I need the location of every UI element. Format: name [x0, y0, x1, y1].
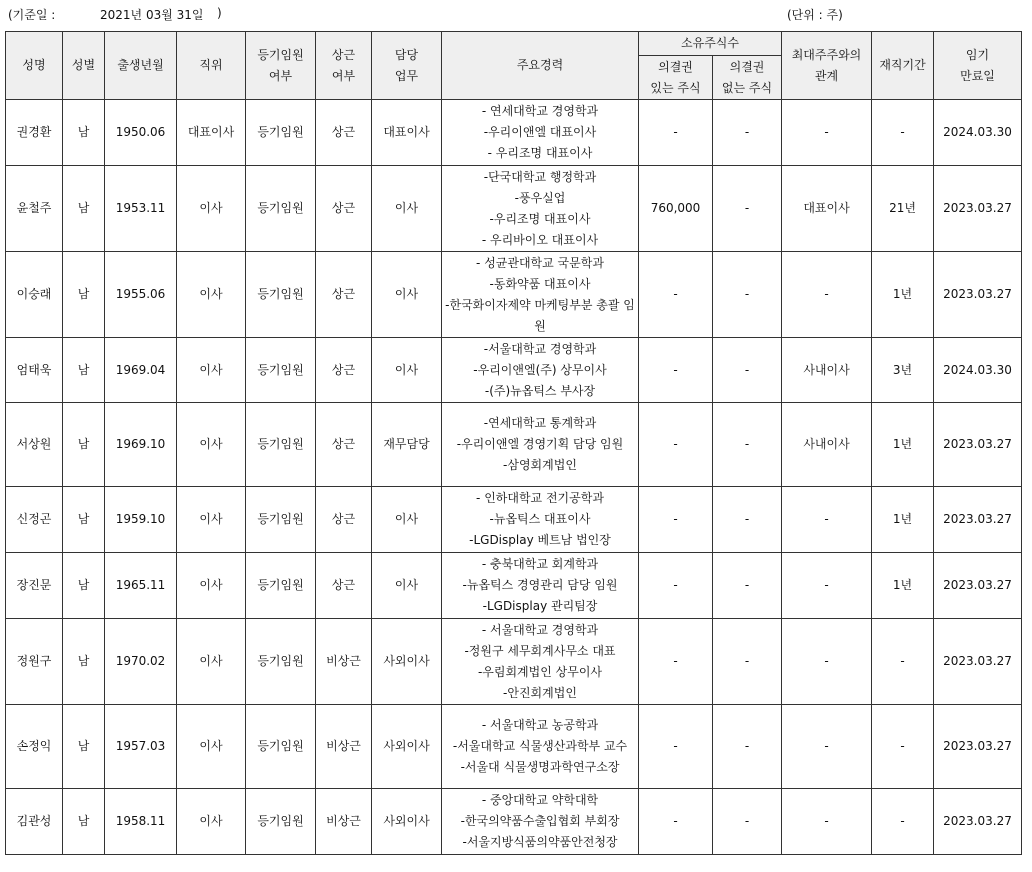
cell-gender: 남 — [63, 166, 105, 252]
cell-fulltime: 상근 — [316, 487, 372, 553]
cell-voting-shares: - — [639, 252, 713, 338]
career-line: -단국대학교 행정학과 — [483, 169, 597, 184]
cell-registered: 등기임원 — [246, 619, 316, 705]
cell-voting-shares: - — [639, 619, 713, 705]
cell-fulltime: 비상근 — [316, 789, 372, 855]
career-line: -한국화이자제약 마케팅부분 총괄 임 — [445, 297, 635, 312]
cell-registered: 등기임원 — [246, 487, 316, 553]
cell-name: 엄태욱 — [6, 338, 63, 403]
cell-registered: 등기임원 — [246, 553, 316, 619]
col-header-name: 성명 — [6, 32, 63, 100]
career-line: - 우리조명 대표이사 — [487, 146, 593, 160]
cell-duty: 대표이사 — [372, 100, 442, 166]
cell-relation: 사내이사 — [782, 403, 872, 487]
cell-duty: 이사 — [372, 166, 442, 252]
cell-voting-shares: - — [639, 487, 713, 553]
cell-relation: 대표이사 — [782, 166, 872, 252]
cell-registered: 등기임원 — [246, 166, 316, 252]
cell-relation: 사내이사 — [782, 338, 872, 403]
table-row — [6, 705, 1022, 789]
cell-position: 대표이사 — [177, 100, 246, 166]
cell-nonvoting-shares: - — [713, 403, 782, 487]
career-line: -우리이앤엘 경영기획 담당 임원 — [456, 437, 624, 451]
career-line: -우리조명 대표이사 — [489, 211, 591, 226]
cell-duty: 사외이사 — [372, 789, 442, 855]
cell-voting-shares: - — [639, 100, 713, 166]
cell-tenure: 3년 — [872, 338, 934, 403]
cell-name: 서상원 — [6, 403, 63, 487]
career-line: -뉴옵틱스 경영관리 담당 임원 — [462, 578, 618, 592]
cell-gender: 남 — [63, 789, 105, 855]
cell-duty: 이사 — [372, 553, 442, 619]
cell-nonvoting-shares: - — [713, 705, 782, 789]
career-line: -정원구 세무회계사무소 대표 — [464, 643, 616, 658]
cell-voting-shares: - — [639, 553, 713, 619]
career-line: -동화약품 대표이사 — [489, 276, 591, 291]
cell-career — [442, 619, 639, 705]
cell-tenure: - — [872, 789, 934, 855]
cell-fulltime: 비상근 — [316, 619, 372, 705]
cell-relation: - — [782, 705, 872, 789]
cell-tenure: - — [872, 705, 934, 789]
cell-career — [442, 553, 639, 619]
career-line: - 인하대학교 전기공학과 — [476, 491, 604, 505]
basis-date-label: (기준일 : — [8, 8, 56, 22]
col-header-voting-shares: 의결권 있는 주식 — [639, 56, 713, 100]
table-row — [6, 166, 1022, 252]
cell-gender: 남 — [63, 553, 105, 619]
cell-relation: - — [782, 553, 872, 619]
cell-fulltime: 상근 — [316, 252, 372, 338]
cell-fulltime: 상근 — [316, 403, 372, 487]
career-line: -우림회계법인 상무이사 — [477, 664, 603, 679]
career-line: -우리이앤엘(주) 상무이사 — [473, 362, 607, 377]
cell-nonvoting-shares: - — [713, 338, 782, 403]
col-header-term-end: 임기 만료일 — [934, 32, 1022, 100]
cell-birth: 1959.10 — [105, 487, 177, 553]
cell-duty: 재무담당 — [372, 403, 442, 487]
cell-relation: - — [782, 789, 872, 855]
col-header-nonvoting-shares: 의결권 없는 주식 — [713, 56, 782, 100]
cell-term-end: 2023.03.27 — [934, 553, 1022, 619]
cell-position: 이사 — [177, 789, 246, 855]
col-header-relation: 최대주주와의 관계 — [782, 32, 872, 100]
col-header-birth: 출생년월 — [105, 32, 177, 100]
cell-birth: 1955.06 — [105, 252, 177, 338]
cell-career — [442, 403, 639, 487]
cell-position: 이사 — [177, 252, 246, 338]
table-row — [6, 100, 1022, 166]
cell-fulltime: 비상근 — [316, 705, 372, 789]
cell-gender: 남 — [63, 252, 105, 338]
col-header-shares: 소유주식수 — [639, 32, 782, 56]
cell-name: 권경환 — [6, 100, 63, 166]
cell-voting-shares: - — [639, 705, 713, 789]
col-header-tenure: 재직기간 — [872, 32, 934, 100]
cell-term-end: 2024.03.30 — [934, 100, 1022, 166]
cell-gender: 남 — [63, 705, 105, 789]
cell-fulltime: 상근 — [316, 166, 372, 252]
career-line: -우리이앤엘 대표이사 — [483, 125, 597, 139]
career-line: - 서울대학교 농공학과 — [481, 718, 599, 732]
basis-date-value: 2021년 03월 31일 — [100, 8, 204, 22]
cell-term-end: 2023.03.27 — [934, 403, 1022, 487]
career-line: -삼영회계법인 — [503, 458, 577, 472]
cell-tenure: - — [872, 100, 934, 166]
cell-birth: 1969.04 — [105, 338, 177, 403]
cell-tenure: 21년 — [872, 166, 934, 252]
cell-voting-shares: - — [639, 789, 713, 855]
cell-relation: - — [782, 487, 872, 553]
cell-tenure: - — [872, 619, 934, 705]
cell-tenure: 1년 — [872, 553, 934, 619]
col-header-fulltime: 상근 여부 — [316, 32, 372, 100]
cell-term-end: 2023.03.27 — [934, 252, 1022, 338]
career-line: - 중앙대학교 약학대학 — [481, 793, 599, 807]
career-line: -LGDisplay 관리팀장 — [482, 599, 598, 613]
cell-nonvoting-shares: - — [713, 100, 782, 166]
cell-gender: 남 — [63, 100, 105, 166]
career-line: - 서울대학교 경영학과 — [481, 622, 599, 637]
cell-voting-shares: - — [639, 338, 713, 403]
cell-birth: 1970.02 — [105, 619, 177, 705]
career-line: 원 — [534, 318, 546, 333]
col-header-registered: 등기임원 여부 — [246, 32, 316, 100]
cell-registered: 등기임원 — [246, 100, 316, 166]
cell-position: 이사 — [177, 166, 246, 252]
career-line: - 우리바이오 대표이사 — [481, 232, 599, 247]
cell-duty: 이사 — [372, 252, 442, 338]
cell-career — [442, 789, 639, 855]
cell-registered: 등기임원 — [246, 252, 316, 338]
cell-career — [442, 705, 639, 789]
cell-gender: 남 — [63, 487, 105, 553]
career-line: -한국의약품수출입협회 부회장 — [460, 814, 620, 828]
career-line: -서울대학교 식물생산과학부 교수 — [452, 739, 628, 753]
cell-birth: 1965.11 — [105, 553, 177, 619]
cell-birth: 1950.06 — [105, 100, 177, 166]
cell-birth: 1958.11 — [105, 789, 177, 855]
basis-date-close: ) — [217, 6, 222, 20]
col-header-gender: 성별 — [63, 32, 105, 100]
col-header-position: 직위 — [177, 32, 246, 100]
cell-position: 이사 — [177, 403, 246, 487]
cell-relation: - — [782, 619, 872, 705]
cell-nonvoting-shares: - — [713, 166, 782, 252]
cell-nonvoting-shares: - — [713, 252, 782, 338]
cell-birth: 1969.10 — [105, 403, 177, 487]
cell-career — [442, 487, 639, 553]
cell-position: 이사 — [177, 619, 246, 705]
career-line: -서울대학교 경영학과 — [483, 341, 597, 356]
cell-registered: 등기임원 — [246, 403, 316, 487]
cell-registered: 등기임원 — [246, 789, 316, 855]
cell-duty: 사외이사 — [372, 619, 442, 705]
table-row — [6, 252, 1022, 338]
career-line: - 성균관대학교 국문학과 — [476, 255, 604, 270]
cell-fulltime: 상근 — [316, 338, 372, 403]
cell-term-end: 2023.03.27 — [934, 619, 1022, 705]
cell-gender: 남 — [63, 403, 105, 487]
cell-position: 이사 — [177, 338, 246, 403]
cell-fulltime: 상근 — [316, 553, 372, 619]
cell-nonvoting-shares: - — [713, 789, 782, 855]
cell-duty: 이사 — [372, 487, 442, 553]
executives-table — [5, 31, 1022, 855]
cell-gender: 남 — [63, 338, 105, 403]
unit-label: (단위 : 주) — [787, 8, 843, 22]
cell-name: 윤철주 — [6, 166, 63, 252]
cell-registered: 등기임원 — [246, 705, 316, 789]
cell-term-end: 2023.03.27 — [934, 705, 1022, 789]
career-line: -서울지방식품의약품안전청장 — [462, 835, 618, 849]
cell-registered: 등기임원 — [246, 338, 316, 403]
col-header-duty: 담당 업무 — [372, 32, 442, 100]
cell-gender: 남 — [63, 619, 105, 705]
career-line: -(주)뉴옵틱스 부사장 — [484, 383, 596, 398]
cell-tenure: 1년 — [872, 403, 934, 487]
cell-name: 장진문 — [6, 553, 63, 619]
career-line: -LGDisplay 베트남 법인장 — [469, 533, 611, 547]
table-row — [6, 338, 1022, 403]
cell-name: 손정익 — [6, 705, 63, 789]
cell-tenure: 1년 — [872, 252, 934, 338]
cell-position: 이사 — [177, 553, 246, 619]
cell-nonvoting-shares: - — [713, 553, 782, 619]
cell-position: 이사 — [177, 487, 246, 553]
table-row — [6, 789, 1022, 855]
cell-nonvoting-shares: - — [713, 619, 782, 705]
cell-relation: - — [782, 252, 872, 338]
cell-tenure: 1년 — [872, 487, 934, 553]
cell-fulltime: 상근 — [316, 100, 372, 166]
cell-position: 이사 — [177, 705, 246, 789]
cell-term-end: 2023.03.27 — [934, 487, 1022, 553]
cell-career — [442, 338, 639, 403]
cell-name: 정원구 — [6, 619, 63, 705]
col-header-career: 주요경력 — [442, 32, 639, 100]
career-line: -서울대 식물생명과학연구소장 — [460, 760, 620, 774]
cell-term-end: 2023.03.27 — [934, 166, 1022, 252]
cell-career — [442, 166, 639, 252]
career-line: - 충북대학교 회계학과 — [481, 557, 599, 571]
career-line: -안진회계법인 — [503, 685, 577, 700]
career-line: -연세대학교 통계학과 — [483, 416, 597, 430]
cell-voting-shares: - — [639, 403, 713, 487]
report-header — [0, 0, 1032, 30]
cell-duty: 사외이사 — [372, 705, 442, 789]
cell-duty: 이사 — [372, 338, 442, 403]
cell-name: 이숭래 — [6, 252, 63, 338]
cell-birth: 1953.11 — [105, 166, 177, 252]
cell-voting-shares: 760,000 — [639, 166, 713, 252]
cell-career — [442, 100, 639, 166]
career-line: -풍우실업 — [514, 190, 566, 205]
table-row — [6, 553, 1022, 619]
career-line: -뉴옵틱스 대표이사 — [489, 512, 591, 526]
cell-career — [442, 252, 639, 338]
cell-name: 김관성 — [6, 789, 63, 855]
career-line: - 연세대학교 경영학과 — [481, 104, 599, 118]
cell-birth: 1957.03 — [105, 705, 177, 789]
table-row — [6, 487, 1022, 553]
table-row — [6, 619, 1022, 705]
cell-relation: - — [782, 100, 872, 166]
cell-name: 신정곤 — [6, 487, 63, 553]
table-row — [6, 403, 1022, 487]
cell-term-end: 2024.03.30 — [934, 338, 1022, 403]
cell-nonvoting-shares: - — [713, 487, 782, 553]
cell-term-end: 2023.03.27 — [934, 789, 1022, 855]
